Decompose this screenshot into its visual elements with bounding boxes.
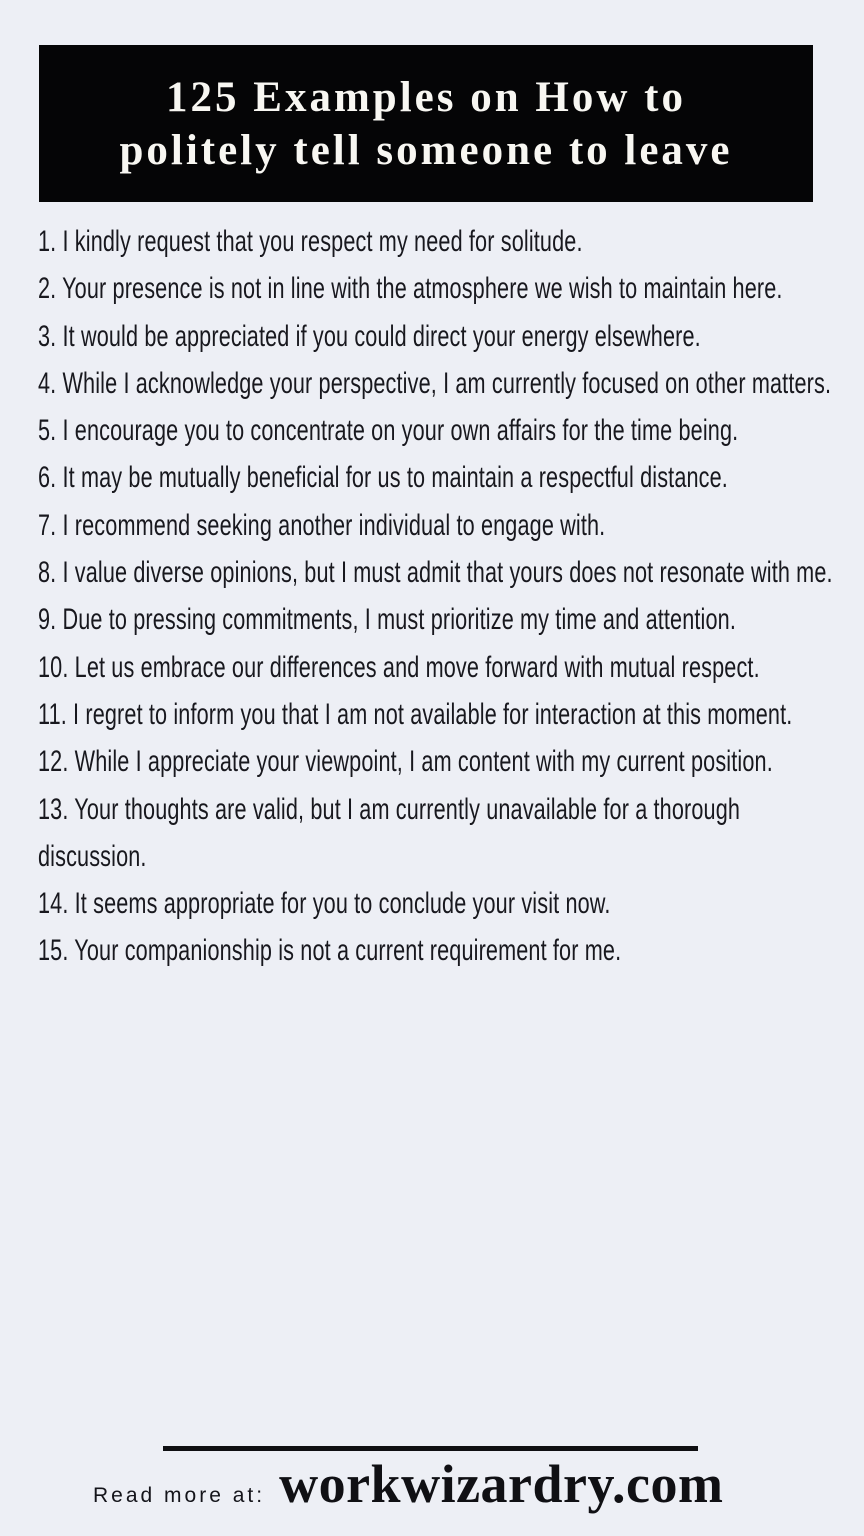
list-item: 10. Let us embrace our differences and move forward with mutual respect. <box>38 650 760 684</box>
page-title-line2: politely tell someone to leave <box>119 126 733 174</box>
website-link[interactable]: workwizardry.com <box>279 1454 724 1514</box>
list-item: 8. I value diverse opinions, but I must admit that yours does not resonate with me. <box>38 556 833 590</box>
list-item: 14. It seems appropriate for you to conclude your visit now. <box>38 887 611 921</box>
footer-row <box>93 1453 793 1515</box>
list-item: 6. It may be mutually beneficial for us to maintain a respectful distance. <box>38 461 728 495</box>
list-item: 3. It would be appreciated if you could direct your energy elsewhere. <box>38 319 701 353</box>
list-item: 7. I recommend seeking another individual to engage with. <box>38 508 606 542</box>
footer-divider <box>163 1446 698 1451</box>
title-banner <box>39 45 813 202</box>
list-item: 12. While I appreciate your viewpoint, I am content with my current position. <box>38 745 773 779</box>
list-item: 1. I kindly request that you respect my need for solitude. <box>38 225 583 258</box>
list-item: 13. Your thoughts are valid, but I am currently unavailable for a thorough discussion. <box>38 792 741 873</box>
list-item: 5. I encourage you to concentrate on your own affairs for the time being. <box>38 414 739 448</box>
list-item: 11. I regret to inform you that I am not available for interaction at this moment. <box>38 697 793 731</box>
list-item: 4. While I acknowledge your perspective, I am currently focused on other matters. <box>38 366 832 400</box>
list-item: 9. Due to pressing commitments, I must prioritize my time and attention. <box>38 603 737 637</box>
read-more-label: Read more at: <box>93 1484 266 1507</box>
list-item: 2. Your presence is not in line with the atmosphere we wish to maintain here. <box>38 272 783 306</box>
page-title-line1: 125 Examples on How to <box>166 73 686 121</box>
list-item: 15. Your companionship is not a current requirement for me. <box>38 934 622 968</box>
phrase-list <box>38 218 838 975</box>
